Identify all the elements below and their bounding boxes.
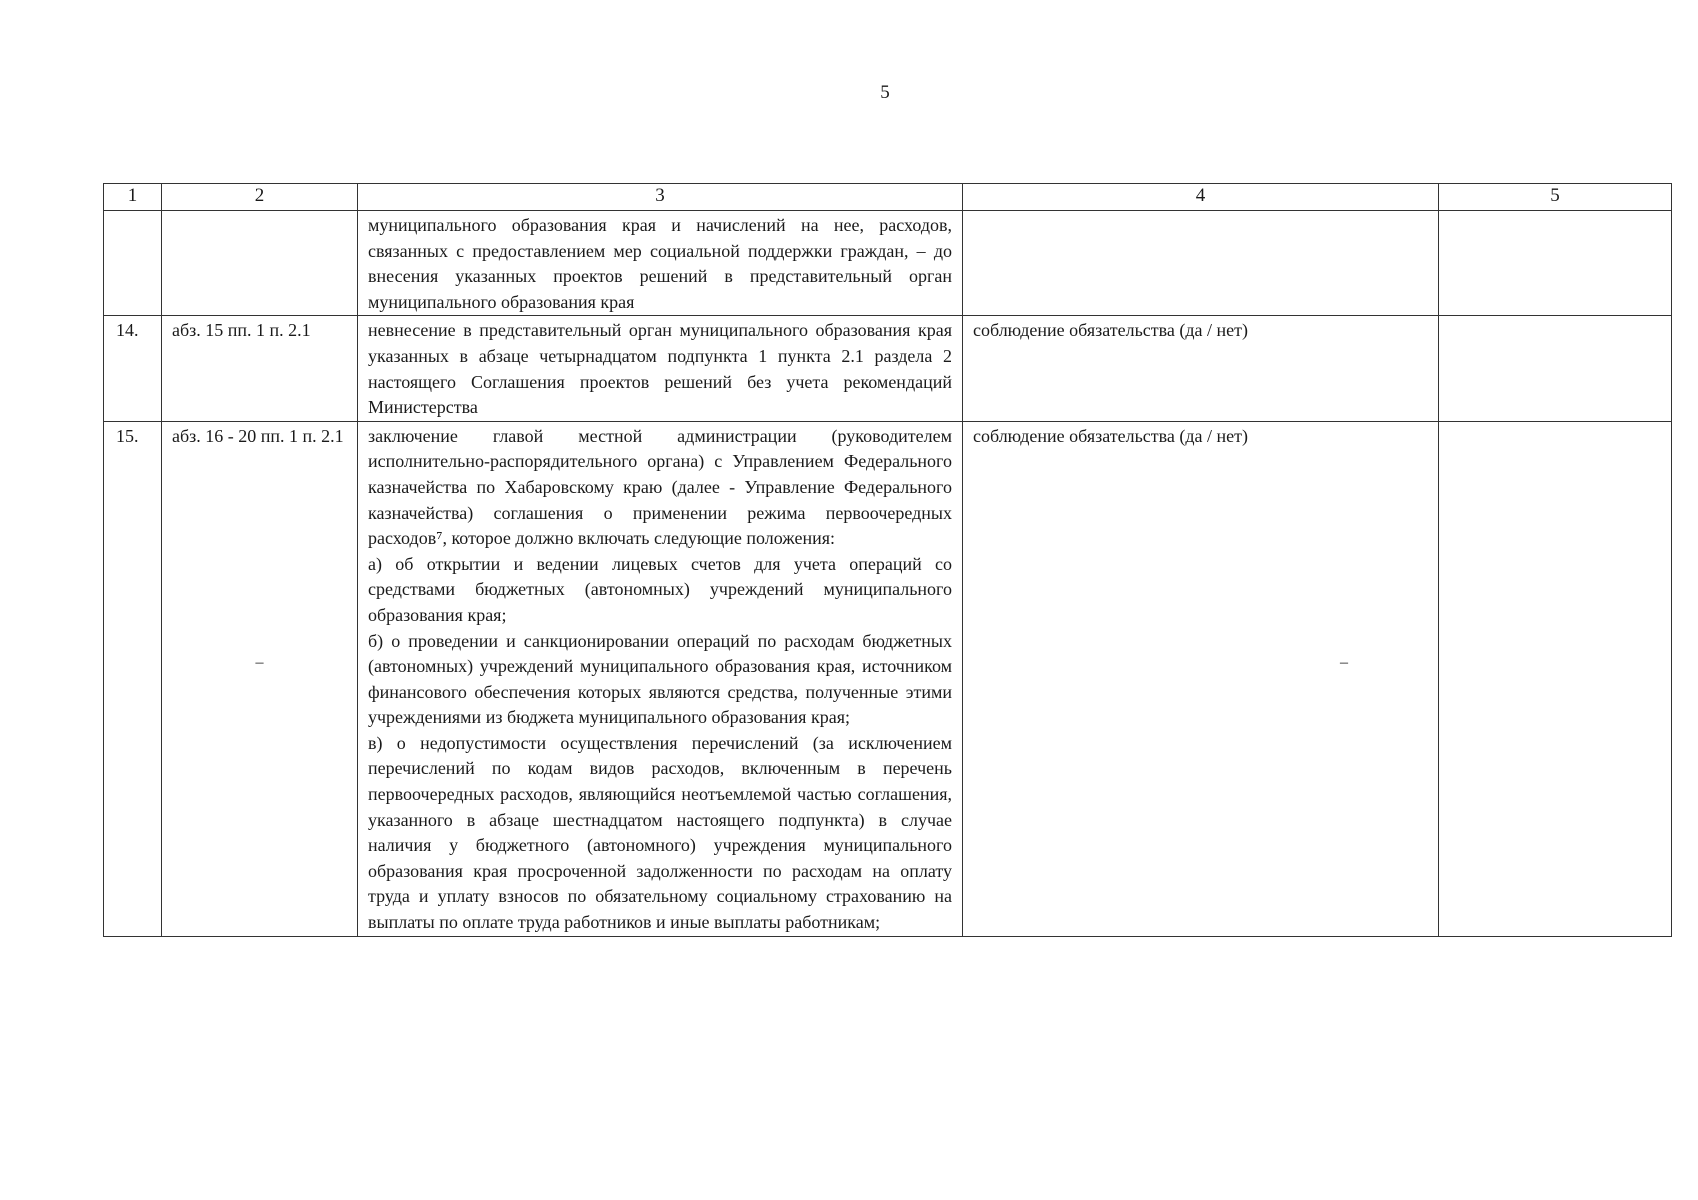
header-cell-5: 5	[1439, 184, 1672, 211]
row-value	[1439, 211, 1672, 316]
page-number: 5	[880, 82, 890, 103]
row-text	[358, 316, 963, 421]
row-criterion	[963, 211, 1439, 316]
row-value	[1439, 316, 1672, 421]
row-value	[1439, 421, 1672, 936]
header-cell-3: 3	[358, 184, 963, 211]
row-criterion-text: соблюдение обязательства (да / нет)	[973, 425, 1249, 446]
row-reference	[162, 421, 358, 936]
row-reference: абз. 15 пп. 1 п. 2.1	[162, 316, 358, 421]
row-text-paragraph: заключение главой местной администрации (руководителем исполнительно-распорядительного органа) с Управлением Федерального казначейства по Хабаровскому краю (далее - Управление Федерального казначейства) соглашения о применении режима первоочередных расходов⁷, которое должно включать следующие положения:	[368, 425, 952, 549]
row-reference-text: абз. 16 - 20 пп. 1 п. 2.1	[172, 425, 344, 446]
row-text	[358, 211, 963, 316]
row-text	[358, 421, 963, 936]
table-row	[104, 421, 1672, 936]
row-criterion-dash: –	[1340, 653, 1348, 671]
row-number: 14.	[104, 316, 162, 421]
table-header-row	[104, 184, 1672, 211]
row-text-paragraph: муниципального образования края и начислений на нее, расходов, связанных с предоставлением мер социальной поддержки граждан, – до внесения указанных проектов решений в представительный орган муниципального образования края	[368, 215, 952, 312]
header-cell-4: 4	[963, 184, 1439, 211]
row-text-paragraph: невнесение в представительный орган муниципального образования края указанных в абзаце четырнадцатом подпункта 1 пункта 2.1 раздела 2 настоящего Соглашения проектов решений без учета рекомендаций Министерства	[368, 320, 952, 418]
header-cell-2: 2	[162, 184, 358, 211]
row-number	[104, 211, 162, 316]
obligations-table	[103, 183, 1672, 937]
row-text-paragraph: в) о недопустимости осуществления перечислений (за исключением перечислений по кодам видов расходов, включенным в перечень первоочередных расходов, являющийся неотъемлемой частью соглашения, указанного в абзаце шестнадцатом настоящего подпункта) в случае наличия у бюджетного (автономного) учреждения муниципального образования края просроченной задолженности по расходам на оплату труда и уплату взносов по обязательному социальному страхованию на выплаты по оплате труда работников и иные выплаты работникам;	[368, 732, 952, 933]
table-row	[104, 316, 1672, 421]
row-criterion: соблюдение обязательства (да / нет)	[963, 316, 1439, 421]
row-reference	[162, 211, 358, 316]
row-criterion	[963, 421, 1439, 936]
table-row	[104, 211, 1672, 316]
row-reference-dash: –	[255, 653, 264, 671]
row-text-paragraph: б) о проведении и санкционировании операций по расходам бюджетных (автономных) учреждений муниципального образования края, источником финансового обеспечения которых являются средства, полученные этими учреждениями из бюджета муниципального образования края;	[368, 630, 952, 728]
row-text-paragraph: а) об открытии и ведении лицевых счетов для учета операций со средствами бюджетных (автономных) учреждений муниципального образования края;	[368, 553, 952, 625]
header-cell-1: 1	[104, 184, 162, 211]
row-number: 15.	[104, 421, 162, 936]
